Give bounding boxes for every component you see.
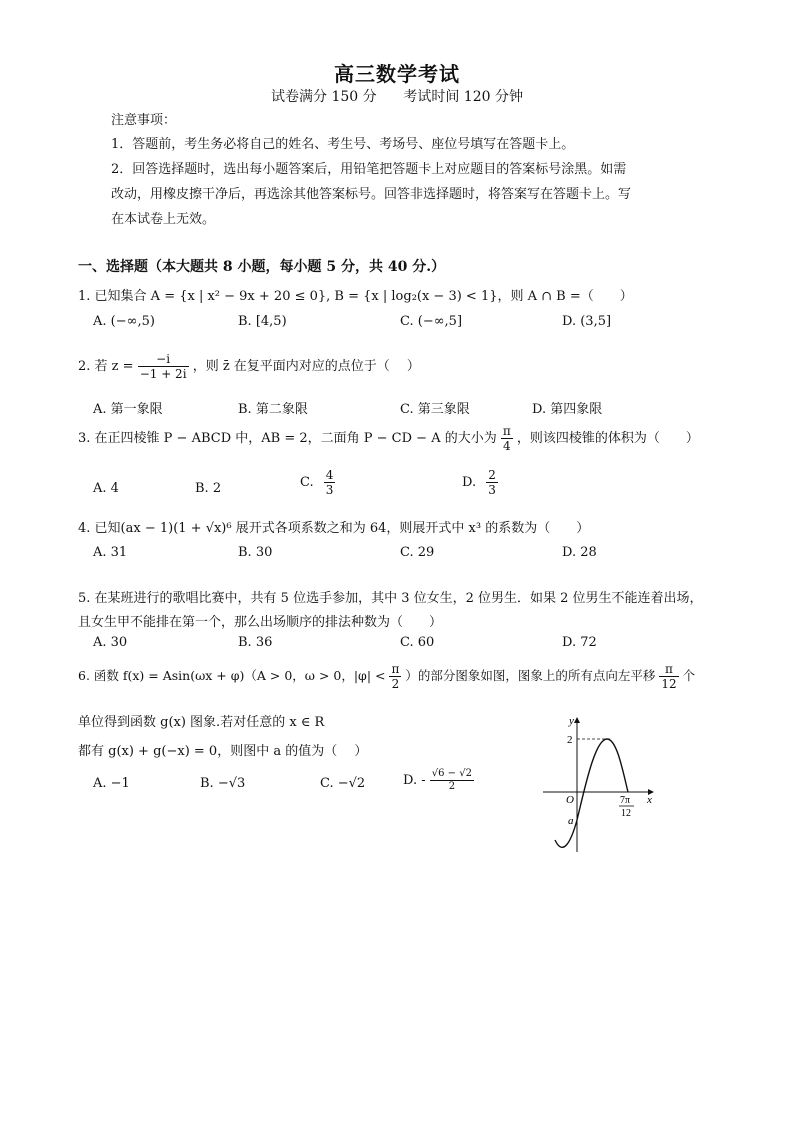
q2-option-d: D. 第四象限 [532, 402, 603, 417]
q6-frac2-den: 12 [661, 677, 677, 691]
max-label: 2 [567, 734, 573, 746]
question-5-line-1: 5. 在某班进行的歌唱比赛中，共有 5 位选手参加，其中 3 位女生，2 位男生．如果 2 位男生不能连着出场， [78, 591, 703, 606]
question-6-line-3: 都有 g(x) + g(−x) = 0，则图中 a 的值为（ ） [78, 744, 368, 759]
section-heading: 一、选择题（本大题共 8 小题，每小题 5 分，共 40 分.） [78, 259, 446, 275]
q1-option-b: B. [4,5) [238, 314, 287, 329]
a-label: a [568, 815, 574, 827]
q6-frac1-den: 2 [391, 677, 400, 691]
q6-stem-pre: 6. 函数 f(x) = Asin(ωx + φ)（A > 0，ω > 0，|φ| < [78, 668, 386, 683]
q6-d-den: 2 [448, 781, 456, 792]
note-line-1: 1．答题前，考生务必将自己的姓名、考生号、考场号、座位号填写在答题卡上。 [111, 137, 575, 152]
q3-option-d-frac [486, 468, 498, 497]
q3-d-num: 2 [488, 468, 496, 482]
q6-option-b: B. −√3 [200, 776, 246, 791]
q3-c-den: 3 [325, 483, 334, 497]
xtick-den: 12 [621, 808, 631, 819]
y-label: y [569, 715, 574, 727]
q6-d-num: √6 − √2 [431, 768, 472, 779]
q4-option-b: B. 30 [238, 545, 273, 560]
q2-option-b: B. 第二象限 [238, 402, 308, 417]
q6-frac2-num: π [659, 662, 678, 677]
q6-fraction-1 [389, 662, 401, 691]
q2-option-c: C. 第三象限 [400, 402, 470, 417]
origin-label: O [566, 794, 574, 806]
q3-d-den: 3 [488, 483, 496, 497]
q6-option-d-label: D. - [403, 773, 426, 788]
q2-frac-den: −1 + 2i [139, 367, 187, 381]
q6-frac1-num: π [391, 662, 400, 676]
q6-sine-graph [535, 712, 660, 857]
note-line-2: 2．回答选择题时，选出每小题答案后，用铅笔把答题卡上对应题目的答案标号涂黑。如需 [111, 162, 627, 177]
question-5-line-2: 且女生甲不能排在第一个，那么出场顺序的排法种数为（ ） [78, 615, 443, 630]
x-label: x [647, 794, 652, 806]
q3-fraction [501, 424, 513, 453]
q5-option-d: D. 72 [562, 635, 597, 650]
xtick-num: 7π [620, 795, 631, 806]
question-4-stem: 4. 已知(ax − 1)(1 + √x)⁶ 展开式各项系数之和为 64，则展开式中 x³ 的系数为（ ） [78, 521, 590, 536]
q2-stem-pre: 2. 若 z = [78, 359, 134, 374]
q4-option-c: C. 29 [400, 545, 435, 560]
note-line-4: 在本试卷上无效。 [111, 212, 216, 227]
q3-option-c [300, 468, 335, 497]
q6-option-c: C. −√2 [320, 776, 366, 791]
q3-stem-pre: 3. 在正四棱锥 P − ABCD 中，AB = 2，二面角 P − CD − A 的大小为 [78, 431, 497, 446]
q6-option-d [403, 768, 474, 793]
q5-option-c: C. 60 [400, 635, 435, 650]
q5-option-b: B. 36 [238, 635, 273, 650]
q5-option-a: A. 30 [93, 635, 128, 650]
exam-title: 高三数学考试 [334, 62, 460, 86]
q4-option-d: D. 28 [562, 545, 597, 560]
q2-frac-num: −i [138, 352, 189, 367]
q6-stem-post: 个 [682, 668, 696, 683]
q2-stem-post: ，则 z̄ 在复平面内对应的点位于（ ） [192, 359, 420, 374]
q3-stem-post: ，则该四棱锥的体积为（ ） [516, 431, 699, 446]
q3-option-d-label: D. [462, 475, 477, 490]
q3-c-num: 4 [325, 468, 334, 482]
q3-option-d [462, 468, 498, 497]
exam-subtitle: 试卷满分 150 分 考试时间 120 分钟 [271, 89, 523, 105]
q3-option-b: B. 2 [195, 481, 222, 496]
q1-option-c: C. (−∞,5] [400, 314, 463, 329]
notes-heading: 注意事项： [111, 113, 177, 128]
note-line-3: 改动，用橡皮擦干净后，再选涂其他答案标号。回答非选择题时，将答案写在答题卡上。写 [111, 187, 632, 202]
q6-stem-mid: ）的部分图象如图，图象上的所有点向左平移 [405, 668, 656, 683]
q1-option-a: A. (−∞,5) [93, 314, 155, 329]
q3-option-a: A. 4 [93, 481, 119, 496]
q4-option-a: A. 31 [93, 545, 128, 560]
question-3-stem [78, 424, 699, 453]
question-6-stem [78, 662, 695, 691]
q3-frac-num: π [502, 424, 511, 438]
question-6-line-2: 单位得到函数 g(x) 图象.若对任意的 x ∈ R [78, 715, 325, 730]
q2-option-a: A. 第一象限 [93, 402, 163, 417]
q6-fraction-2 [659, 662, 678, 691]
q2-fraction [138, 352, 189, 381]
q1-option-d: D. (3,5] [562, 314, 612, 329]
q6-option-d-frac [430, 768, 474, 793]
q3-option-c-label: C. [300, 475, 314, 490]
question-2-stem [78, 352, 420, 381]
q3-option-c-frac [324, 468, 336, 497]
question-1-stem: 1. 已知集合 A = {x | x² − 9x + 20 ≤ 0}, B = {x | log₂(x − 3) < 1}，则 A ∩ B =（ ） [78, 289, 633, 304]
q3-frac-den: 4 [502, 439, 511, 453]
q6-option-a: A. −1 [93, 776, 130, 791]
